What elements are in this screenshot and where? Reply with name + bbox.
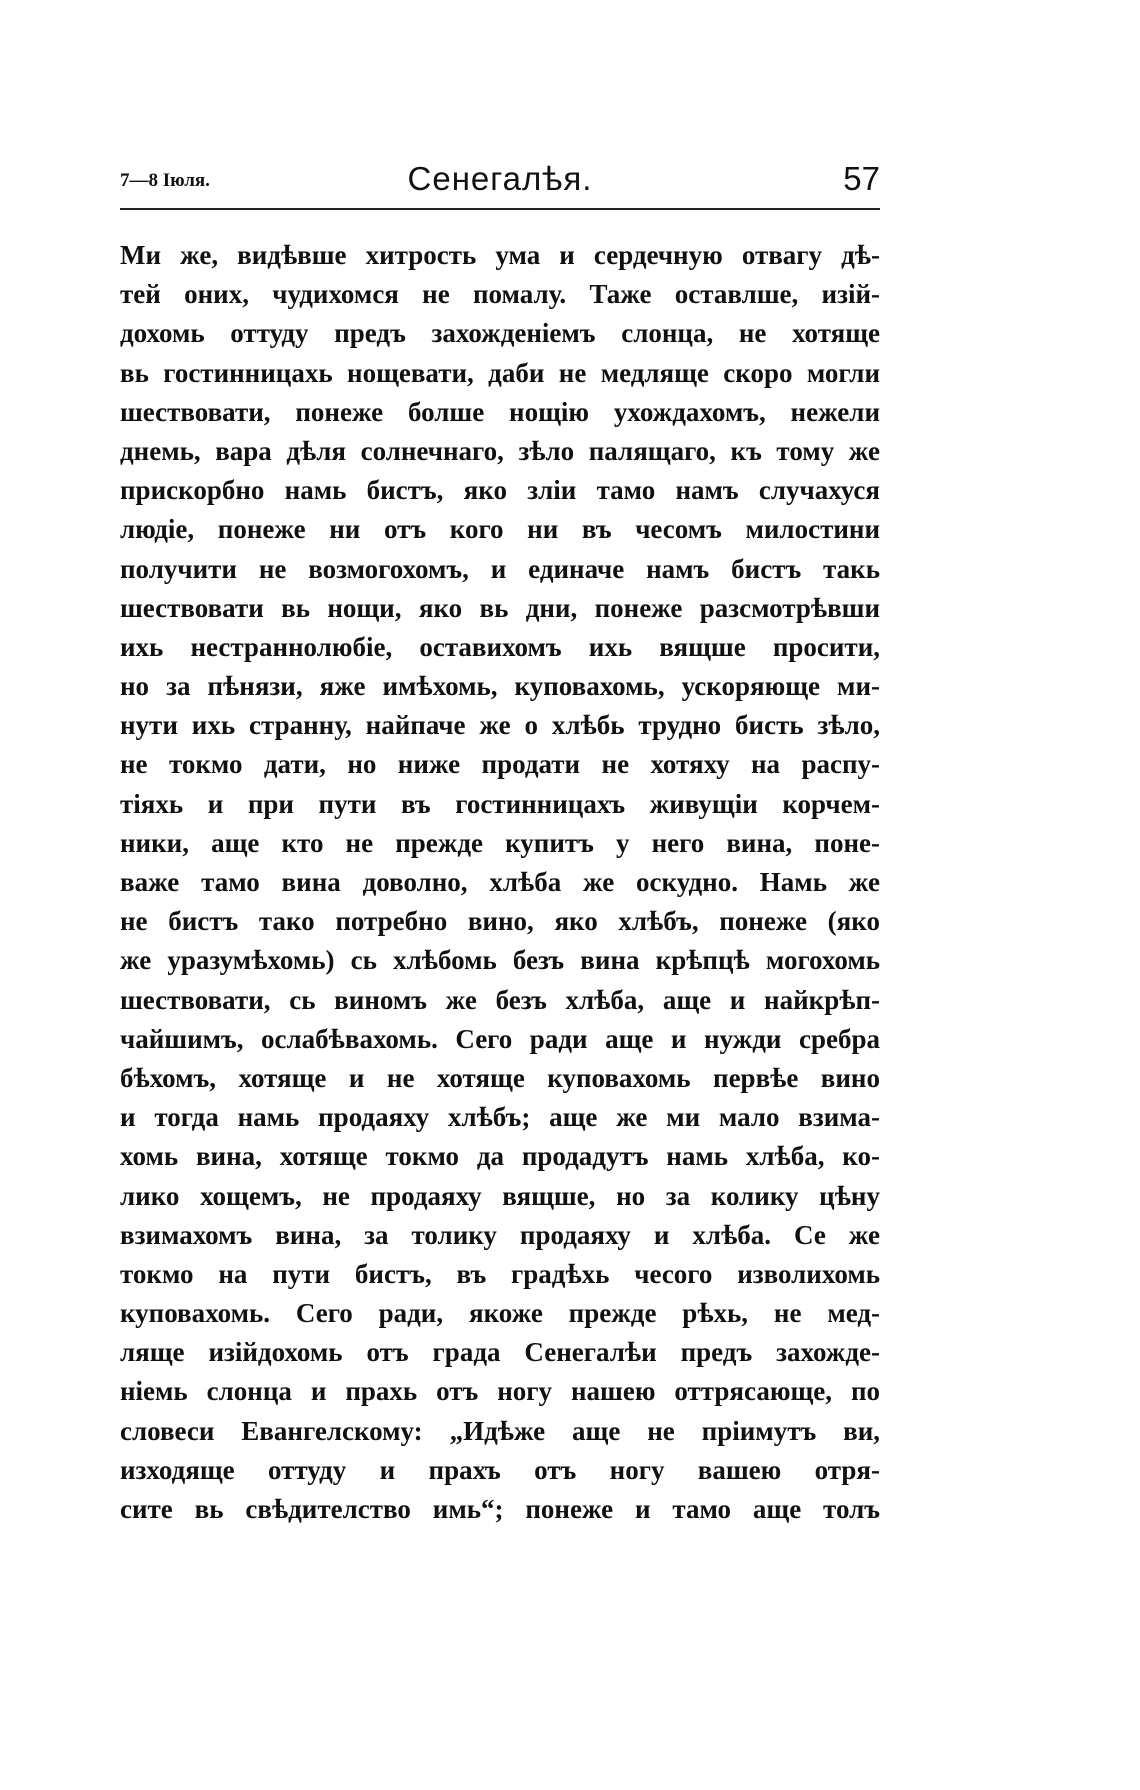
text-line: получити не возмогохомъ, и единаче намъ бистъ такь bbox=[120, 553, 880, 584]
text-line: тіяхь и при пути въ гостинницахъ живущіи корчем- bbox=[120, 788, 880, 819]
text-line: дохомь оттуду предъ захожденіемъ слонца, не хотяще bbox=[120, 318, 880, 349]
text-line: вь гостинницахь нощевати, даби не медляще скоро могли bbox=[120, 357, 880, 388]
text-line: хомь вина, хотяще токмо да продадутъ намь хлѣба, ко- bbox=[120, 1141, 880, 1172]
text-line: изходяще оттуду и прахъ отъ ногу вашею отря- bbox=[120, 1454, 880, 1485]
header-rule bbox=[120, 208, 880, 210]
text-line: шествовати вь нощи, яко вь дни, понеже разсмотрѣвши bbox=[120, 592, 880, 623]
header-title: Сенегалѣя. bbox=[407, 160, 593, 197]
text-line: токмо на пути бистъ, въ градѣхь чесого изволихомь bbox=[120, 1258, 880, 1289]
body-text bbox=[120, 236, 880, 1529]
text-line: чайшимъ, ослабѣвахомь. Сего ради аще и нужди сребра bbox=[120, 1023, 880, 1054]
text-line: взимахомъ вина, за толику продаяху и хлѣба. Се же bbox=[120, 1219, 880, 1250]
text-line: не бистъ тако потребно вино, яко хлѣбъ, понеже (яко bbox=[120, 906, 880, 937]
text-line: Ми же, видѣвше хитрость ума и сердечную отвагу дѣ- bbox=[120, 240, 880, 270]
page-number: 57 bbox=[843, 160, 880, 197]
text-line: ихь нестраннолюбіе, оставихомъ ихь вящше просити, bbox=[120, 631, 880, 662]
text-line: прискорбно намь бистъ, яко зліи тамо намъ случахуся bbox=[120, 475, 880, 506]
text-line: важе тамо вина доволно, хлѣба же оскудно. Намь же bbox=[120, 867, 880, 897]
text-line: и тогда намь продаяху хлѣбъ; аще же ми мало взима- bbox=[120, 1102, 880, 1133]
running-header bbox=[120, 160, 880, 210]
text-line: же уразумѣхомь) сь хлѣбомь безъ вина крѣпцѣ могохомь bbox=[120, 945, 880, 976]
text-line: но за пѣнязи, яже имѣхомь, куповахомь, ускоряюще ми- bbox=[120, 671, 880, 702]
text-line: ніемь слонца и прахь отъ ногу нашею оттрясающе, по bbox=[120, 1376, 880, 1407]
text-line: лико хощемъ, не продаяху вящше, но за колику цѣну bbox=[120, 1180, 880, 1211]
text-line: тей оних, чудихомся не помалу. Таже оставлше, изій- bbox=[120, 279, 880, 310]
header-date: 7—8 Іюля. bbox=[120, 170, 210, 191]
text-line: не токмо дати, но ниже продати не хотяху на распу- bbox=[120, 749, 880, 780]
text-line: ляще изійдохомь отъ града Сенегалѣи предъ захожде- bbox=[120, 1337, 880, 1368]
text-line: шествовати, сь виномъ же безъ хлѣба, аще и найкрѣп- bbox=[120, 984, 880, 1015]
text-line: словеси Евангелскому: „Идѣже аще не пріимутъ ви, bbox=[120, 1415, 880, 1446]
text-line: днемь, вара дѣля солнечнаго, зѣло палящаго, къ тому же bbox=[120, 435, 880, 466]
text-line: людіе, понеже ни отъ кого ни въ чесомъ милостини bbox=[120, 514, 880, 545]
text-line: шествовати, понеже болше нощію ухождахомъ, нежели bbox=[120, 396, 880, 427]
text-line: нути ихь странну, найпаче же о хлѣбь трудно бисть зѣло, bbox=[120, 710, 880, 741]
text-line: куповахомь. Сего ради, якоже прежде рѣхь, не мед- bbox=[120, 1298, 880, 1329]
text-line: сите вь свѣдителство имь“; понеже и тамо аще толъ bbox=[120, 1494, 880, 1524]
text-line: бѣхомъ, хотяще и не хотяще куповахомь первѣе вино bbox=[120, 1062, 880, 1093]
text-line: ники, аще кто не прежде купитъ у него вина, поне- bbox=[120, 827, 880, 858]
